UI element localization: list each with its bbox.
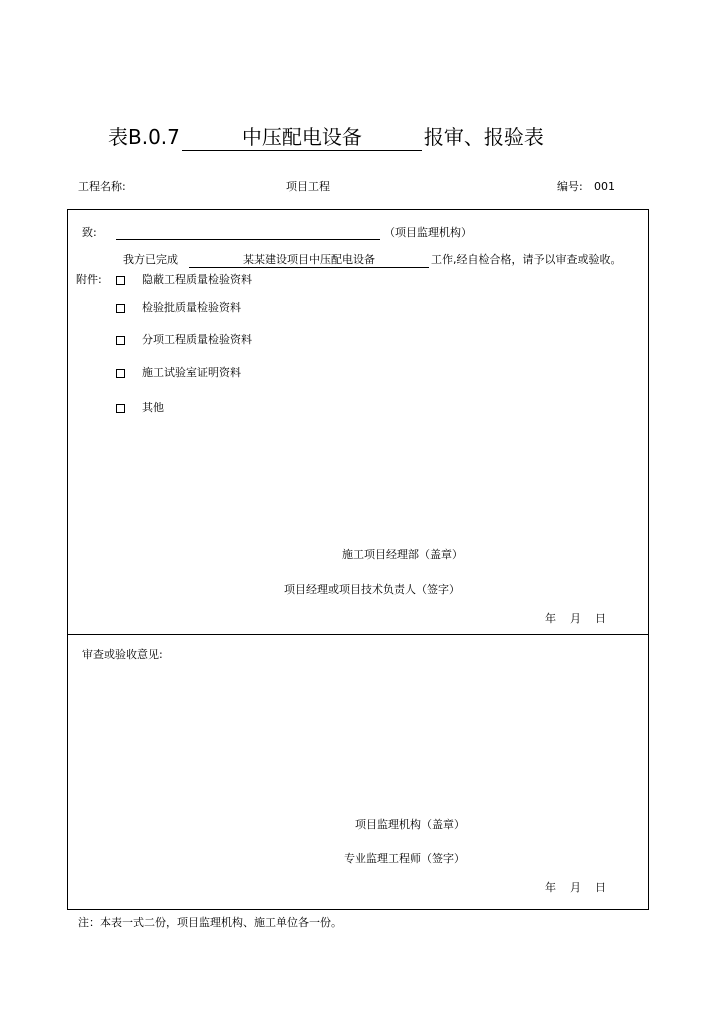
attachment-item[interactable] xyxy=(116,301,241,315)
attachment-item[interactable] xyxy=(116,273,252,287)
date-line-bottom: 年 月 日 xyxy=(545,881,606,894)
supervisor-org-hint: （项目监理机构） xyxy=(384,226,472,239)
review-opinion-label: 审查或验收意见: xyxy=(82,648,163,661)
checkbox-icon[interactable] xyxy=(116,304,125,313)
statement-prefix: 我方已完成 xyxy=(123,253,178,266)
to-label: 致: xyxy=(82,226,97,239)
attachment-item[interactable] xyxy=(116,401,164,415)
supervisor-org-seal: 项目监理机构（盖章） xyxy=(355,818,465,831)
contractor-dept-seal: 施工项目经理部（盖章） xyxy=(342,548,463,561)
checkbox-icon[interactable] xyxy=(116,369,125,378)
form-number-label: 编号: xyxy=(557,180,583,193)
work-name: 某某建设项目中压配电设备 xyxy=(189,253,429,268)
checkbox-icon[interactable] xyxy=(116,336,125,345)
attachment-item[interactable] xyxy=(116,333,252,347)
submission-section xyxy=(67,209,649,635)
checkbox-icon[interactable] xyxy=(116,276,125,285)
contractor-manager-sign: 项目经理或项目技术负责人（签字） xyxy=(284,583,460,596)
supervisor-org-blank xyxy=(116,226,380,240)
attachment-label: 检验批质量检验资料 xyxy=(142,301,241,314)
date-line-top: 年 月 日 xyxy=(545,612,606,625)
attachment-item[interactable] xyxy=(116,366,241,380)
form-title-suffix: 报审、报验表 xyxy=(423,125,544,149)
attachment-label: 其他 xyxy=(142,401,164,414)
attachment-label: 施工试验室证明资料 xyxy=(142,366,241,379)
review-section xyxy=(67,634,649,910)
supervisor-engineer-sign: 专业监理工程师（签字） xyxy=(344,852,465,865)
checkbox-icon[interactable] xyxy=(116,404,125,413)
form-subject: 中压配电设备 xyxy=(182,124,422,151)
project-name-value: 项目工程 xyxy=(286,180,330,193)
attachment-label: 隐蔽工程质量检验资料 xyxy=(142,273,252,286)
project-name-label: 工程名称: xyxy=(78,180,126,193)
form-number-value: 001 xyxy=(594,180,615,193)
attachment-label: 分项工程质量检验资料 xyxy=(142,333,252,346)
form-code: 表B.0.7 xyxy=(108,125,180,149)
form-note: 注：本表一式二份，项目监理机构、施工单位各一份。 xyxy=(78,916,342,929)
form-title xyxy=(108,123,544,151)
attachments-label: 附件: xyxy=(76,273,102,286)
statement-suffix: 工作,经自检合格，请予以审查或验收。 xyxy=(431,253,622,266)
